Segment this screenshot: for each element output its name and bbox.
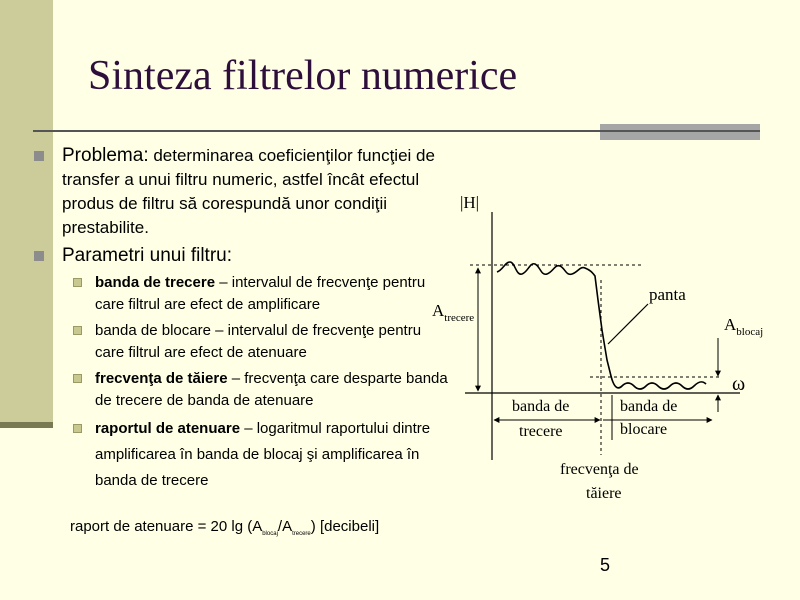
- band-trecere-label-1: banda de: [512, 398, 570, 415]
- page-number: 5: [600, 555, 611, 575]
- sub-bullet-text: – intervalul de frecvenţe pentru care filtrul are efect de atenuare: [95, 322, 422, 361]
- sub-bullet-text: – logaritmul raportului dintre amplificarea în banda de blocaj şi amplificarea în banda de trecere: [95, 420, 431, 489]
- attenuation-formula: raport de atenuare = 20 $\lg (A_{blocaj}/A_{trecere})$ [decibeli]: [70, 518, 380, 537]
- y-axis-label: |H|: [460, 193, 480, 212]
- slide-title: Sinteza filtrelor numerice: [88, 53, 518, 99]
- sub-bullet-text: – frecvenţa care desparte banda de trecere de banda de atenuare: [95, 370, 448, 409]
- sub-bullet-term: raportul de atenuare: [95, 420, 241, 437]
- bullet-text: Parametri unui filtru:: [62, 245, 233, 266]
- bullet-lead: Problema:: [62, 145, 149, 166]
- band-trecere-label-2: trecere: [519, 423, 563, 440]
- sub-bullet-term: banda de trecere: [95, 274, 216, 291]
- panta-label: panta: [649, 285, 686, 304]
- cutoff-label-2: tăiere: [586, 485, 622, 502]
- a-trecere-label: $A_{trecere}$: [432, 301, 475, 324]
- panta-pointer: [608, 304, 648, 344]
- omega-label: ω: [732, 373, 746, 395]
- a-blocaj-label: $A_{blocaj}$: [724, 315, 764, 338]
- cutoff-label-1: frecvenţa de: [560, 461, 639, 478]
- sub-bullet-term: banda de blocare: [95, 322, 211, 339]
- sub-bullet-text: – intervalul de frecvenţe pentru care filtrul are efect de amplificare: [95, 274, 426, 313]
- sub-bullet-term: frecvenţa de tăiere: [95, 370, 228, 387]
- band-blocare-label-1: banda de: [620, 398, 678, 415]
- band-blocare-label-2: blocare: [620, 421, 668, 438]
- bullet-text: determinarea coeficienţilor funcţiei de transfer a unui filtru numeric, astfel încât efectul produs de filtru să corespundă unor condiţii prestabilite.: [62, 146, 435, 237]
